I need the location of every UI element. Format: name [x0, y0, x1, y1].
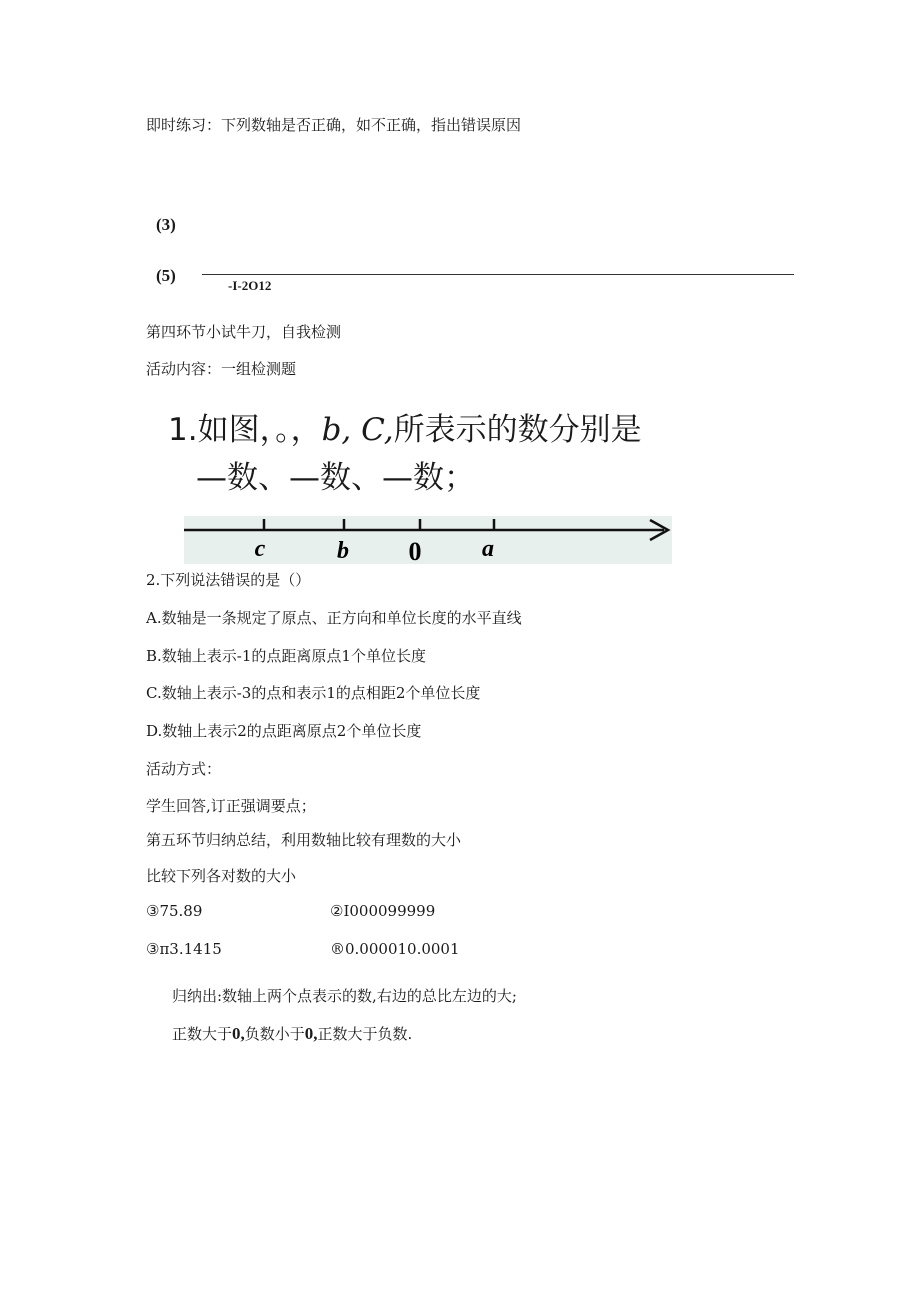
- intro-text: 即时练习：下列数轴是否正确，如不正确，指出错误原因: [146, 116, 522, 134]
- question-2-option-d: D.数轴上表示2的点距离原点2个单位长度: [146, 722, 422, 740]
- label-0: 0: [408, 537, 422, 564]
- summary-part-2: 负数小于: [244, 1025, 305, 1043]
- compare-pair-2-left: ③π3.1415: [146, 940, 222, 958]
- q1-suffix: 所表示的数分别是: [393, 412, 642, 448]
- item-5-axis-text: -I-2O12: [228, 278, 272, 293]
- label-c: c: [254, 536, 266, 562]
- compare-title: 比较下列各对数的大小: [146, 867, 297, 885]
- section-4-title: 第四环节小试牛刀，自我检测: [146, 323, 342, 341]
- summary-line-2: [172, 1023, 412, 1044]
- student-answer: 学生回答,订正强调要点；: [146, 797, 316, 815]
- section-5-title: 第五环节归纳总结，利用数轴比较有理数的大小: [146, 831, 462, 849]
- question-2-option-a: A.数轴是一条规定了原点、正方向和单位长度的水平直线: [146, 609, 522, 627]
- summary-part-1: 正数大于: [172, 1025, 233, 1043]
- question-2-option-c: C.数轴上表示-3的点和表示1的点相距2个单位长度: [146, 684, 481, 702]
- activity-method: 活动方式：: [146, 760, 222, 778]
- compare-pair-1-left: ③75.89: [146, 902, 203, 920]
- number-line-figure: [184, 516, 672, 564]
- item-3-label: (3): [156, 215, 176, 234]
- item-5-label: (5): [156, 266, 176, 285]
- summary-line-1: 归纳出:数轴上两个点表示的数,右边的总比左边的大;: [172, 987, 517, 1005]
- summary-part-3: 正数大于负数.: [317, 1025, 413, 1043]
- activity-content: 活动内容：一组检测题: [146, 360, 297, 378]
- q1-vars-bc: b, C,: [321, 412, 394, 448]
- question-1-line-2: —数、—数、—数；: [196, 460, 475, 496]
- item-5-axis-line: [202, 274, 794, 275]
- summary-zero-2: 0,: [304, 1024, 318, 1043]
- question-2-stem: 2.下列说法错误的是（）: [146, 571, 311, 589]
- q1-var-a: 。，: [275, 412, 322, 448]
- compare-pair-1-right: ②I000099999: [330, 902, 436, 920]
- question-1-line-1: [168, 404, 642, 449]
- label-b: b: [337, 538, 349, 564]
- q1-prefix: 1.如图，: [168, 412, 276, 448]
- compare-pair-2-right: ®0.000010.0001: [330, 940, 460, 958]
- label-a: a: [482, 536, 494, 562]
- summary-zero-1: 0,: [232, 1024, 245, 1043]
- question-2-option-b: B.数轴上表示-1的点距离原点1个单位长度: [146, 647, 426, 665]
